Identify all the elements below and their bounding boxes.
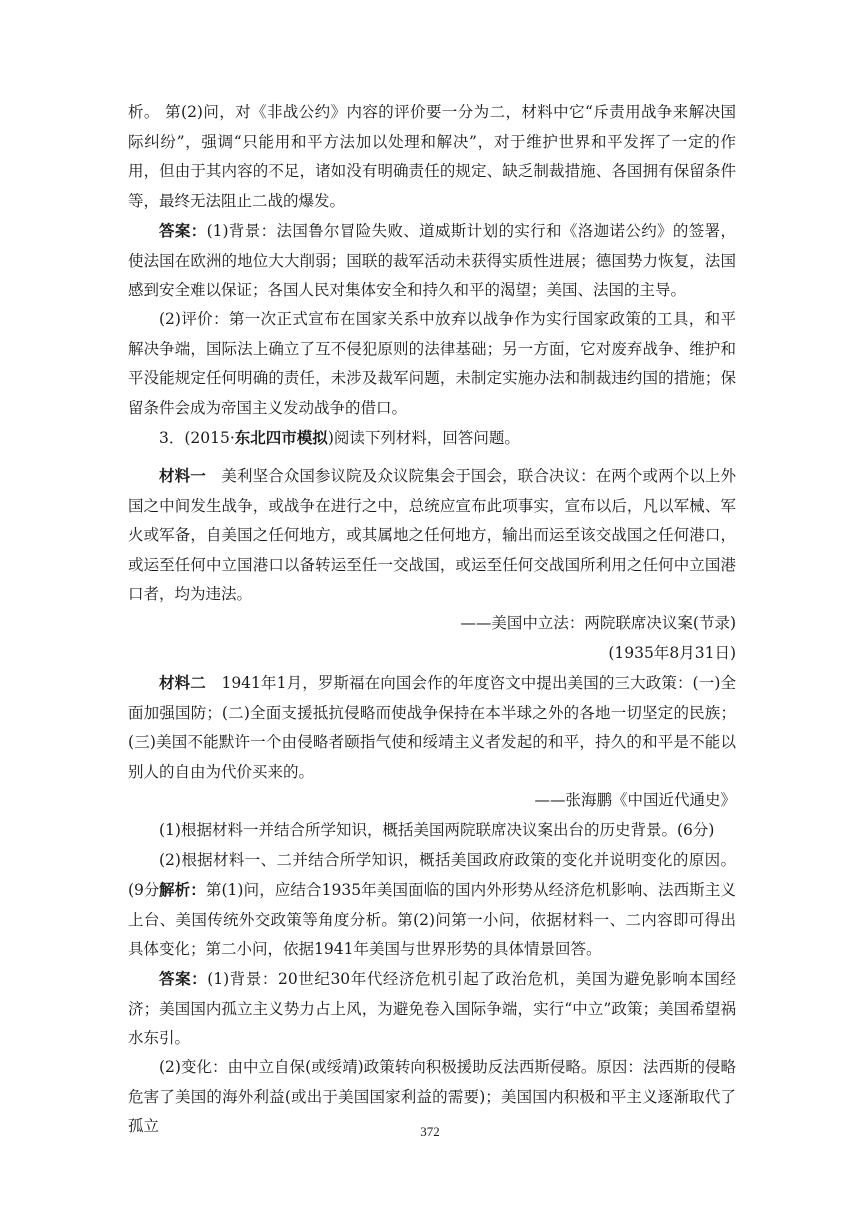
analysis-text: 第(1)问，应结合1935年美国面临的国内外形势从经济危机影响、法西斯主义上台、美国传统外交政策等角度分析。第(2)问第一小问，依据材料一、二内容即可得出具体变化；第二小问，依据1941年美国与世界形势的具体情景回答。 xyxy=(128,881,736,958)
q2-answer-part2 xyxy=(128,305,736,423)
answer-part1-text: (1)背景：法国鲁尔冒险失败、道威斯计划的实行和《洛迦诺公约》的签署，使法国在欧洲的地位大大削弱；国联的裁军活动未获得实质性进展；德国势力恢复，法国感到安全难以保证；各国人民对集体安全和持久和平的渴望；美国、法国的主导。 xyxy=(128,222,736,299)
page-number: 372 xyxy=(420,1124,440,1139)
q3-answer-part1 xyxy=(128,964,736,1054)
analysis-label: 解析： xyxy=(159,880,206,899)
answer-label: 答案： xyxy=(159,221,207,240)
answer-label: 答案： xyxy=(159,969,208,988)
answer2-text: (2)变化：由中立自保(或绥靖)政策转向积极援助反法西斯侵略。原因：法西斯的侵略危害了美国的海外利益(或出于美国国家利益的需要)；美国国内积极和平主义逐渐取代了孤立 xyxy=(128,1058,736,1135)
question-source-tag: 东北四市模拟 xyxy=(234,428,328,447)
answer1-text: (1)背景：20世纪30年代经济危机引起了政治危机，美国为避免影响本国经济；美国国内孤立主义势力占上风，为避免卷入国际争端，实行“中立”政策；美国希望祸水东引。 xyxy=(128,970,736,1047)
material-two-source: ——张海鹏《中国近代通史》 xyxy=(534,791,736,809)
question-number: 3．(2015· xyxy=(159,429,235,447)
material-one-label: 材料一 xyxy=(159,466,206,485)
analysis-tail-text: 析。 第(2)问，对《非战公约》内容的评价要一分为二，材料中它“斥责用战争来解决国际纠纷”，强调“只能用和平方法加以处理和解决”，对于维护世界和平发挥了一定的作用，但由于其内容的不足，诸如没有明确责任的规定、缺乏制裁措施、各国拥有保留条件等，最终无法阻止二战的爆发。 xyxy=(128,103,736,210)
analysis-tail-paragraph xyxy=(128,98,736,216)
q3-analysis xyxy=(128,875,736,965)
material-two-label: 材料二 xyxy=(159,673,206,692)
question-3-stem xyxy=(128,423,736,454)
sub-question-2: (2)根据材料一、二并结合所学知识，概括美国政府政策的变化并说明变化的原因。(9分) xyxy=(128,851,736,899)
material-one-source: ——美国中立法：两院联席决议案(节录) xyxy=(460,614,736,632)
material-one-date: (1935年8月31日) xyxy=(608,644,736,662)
answer-part2-text: (2)评价：第一次正式宣布在国家关系中放弃以战争作为实行国家政策的工具，和平解决争端，国际法上确立了互不侵犯原则的法律基础；另一方面，它对废弃战争、维护和平没能规定任何明确的责任，未涉及裁军问题，未制定实施办法和制裁违约国的措施；保留条件会成为帝国主义发动战争的借口。 xyxy=(128,310,736,417)
question-stem-text: )阅读下列材料，回答问题。 xyxy=(327,429,520,447)
material-two-text: 1941年1月，罗斯福在向国会作的年度咨文中提出美国的三大政策：(一)全面加强国防；(二)全面支援抵抗侵略而使战争保持在本半球之外的各地一切坚定的民族；(三)美国不能默许一个由侵略者颐指气使和绥靖主义者发起的和平，持久的和平是不能以别人的自由为代价买来的。 xyxy=(128,674,736,781)
material-two xyxy=(128,668,736,787)
sub-question-1: (1)根据材料一并结合所学知识，概括美国两院联席决议案出台的历史背景。(6分) xyxy=(159,821,715,839)
q2-answer-part1 xyxy=(128,216,736,306)
material-one xyxy=(128,461,736,610)
material-one-text: 美利坚合众国参议院及众议院集会于国会，联合决议：在两个或两个以上外国之中间发生战争，或战争在进行之中，总统应宣布此项事实，宣布以后，凡以军械、军火或军备，自美国之任何地方，或其属地之任何地方，输出而运至该交战国之任何港口，或运至任何中立国港口以备转运至任一交战国，或运至任何交战国所利用之任何中立国港口者，均为违法。 xyxy=(128,467,736,603)
